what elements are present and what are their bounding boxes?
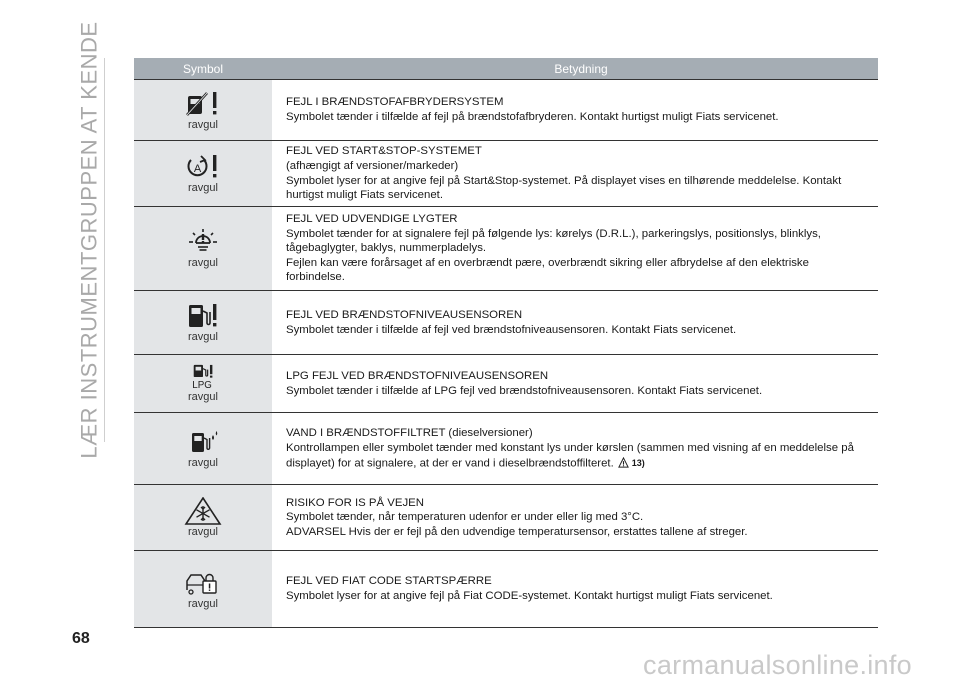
row-text: Fejlen kan være forårsaget af en overbrændt pære, overbrændt sikring eller afbrydelse af den elektriske forbindelse. <box>286 256 809 284</box>
table-header <box>134 58 878 80</box>
row-text <box>286 441 870 471</box>
warning-triangle-icon <box>618 457 629 468</box>
row-text: (afhængigt af versioner/markeder) <box>286 159 459 172</box>
row-title: FEJL VED UDVENDIGE LYGTER <box>286 213 458 226</box>
start-stop-fault-icon <box>184 153 222 181</box>
row-text: Symbolet tænder, når temperaturen udenfor er under eller lig med 3°C. <box>286 511 644 524</box>
symbol-cell <box>134 80 272 140</box>
watermark: carmanualsonline.info <box>643 650 912 680</box>
table-row <box>134 551 878 628</box>
description-cell <box>272 485 878 550</box>
row-title: VAND I BRÆNDSTOFFILTRET (dieselversioner) <box>286 427 533 440</box>
symbol-cell <box>134 291 272 354</box>
color-label: ravgul <box>188 182 218 194</box>
color-label: ravgul <box>188 457 218 469</box>
description-cell <box>272 141 878 206</box>
color-label: ravgul <box>188 331 218 343</box>
svg-text:A: A <box>193 163 202 175</box>
symbol-cell <box>134 485 272 550</box>
row-text: Symbolet lyser for at angive fejl på Fiat CODE-systemet. Kontakt hurtigst muligt Fiats servicenet. <box>286 590 773 602</box>
ignition-switch-fault-icon <box>184 90 222 118</box>
symbol-cell <box>134 413 272 484</box>
description-cell <box>272 207 878 290</box>
note-reference-label: 13) <box>631 457 645 468</box>
color-label: ravgul <box>188 597 218 610</box>
color-label: ravgul <box>188 391 218 403</box>
symbol-cell <box>134 141 272 206</box>
description-cell <box>272 80 878 140</box>
table-row <box>134 141 878 207</box>
table-row <box>134 485 878 551</box>
row-title: FEJL VED BRÆNDSTOFNIVEAUSENSOREN <box>286 308 523 321</box>
description-cell <box>272 413 878 484</box>
color-label: ravgul <box>188 257 218 269</box>
row-title: FEJL VED FIAT CODE STARTSPÆRRE <box>286 575 492 588</box>
row-title: FEJL I BRÆNDSTOFAFBRYDERSYSTEM <box>286 96 504 109</box>
row-title: RISIKO FOR IS PÅ VEJEN <box>286 496 424 509</box>
water-in-diesel-filter-icon <box>184 428 222 456</box>
color-label: ravgul <box>188 526 218 538</box>
symbol-cell <box>134 355 272 412</box>
header-symbol: Symbol <box>182 61 223 76</box>
row-text: Symbolet tænder i tilfælde af LPG fejl ved brændstofniveausensoren. Kontakt Fiats servicenet. <box>286 384 763 397</box>
symbol-cell <box>134 551 272 627</box>
table-row <box>134 80 878 141</box>
header-meaning: Betydning <box>554 61 608 76</box>
description-cell <box>272 551 878 627</box>
table-row <box>134 207 878 291</box>
table-row <box>134 355 878 413</box>
row-text: ADVARSEL Hvis der er fejl på den udvendige temperatursensor, erstattes tallene af streger. <box>286 525 748 538</box>
symbol-cell <box>134 207 272 290</box>
row-title: FEJL VED START&STOP-SYSTEMET <box>286 145 482 158</box>
table-row <box>134 413 878 485</box>
row-text-content: Kontrollampen eller symbolet tænder med konstant lys under kørslen (sammen med visning af en meddelelse på displayet) for at signalere, at der er vand i dieselbrændstoffilteret. <box>286 442 854 469</box>
row-text: Symbolet tænder i tilfælde af fejl ved brændstofniveausensoren. Kontakt Fiats servicenet. <box>286 323 737 336</box>
icy-road-snowflake-icon <box>184 497 222 525</box>
exterior-light-fault-icon <box>184 228 222 256</box>
row-text: Symbolet lyser for at angive fejl på Start&Stop-systemet. På displayet vises en tilhørende meddelelse. Kontakt hurtigst muligt Fiats servicenet. <box>286 174 842 202</box>
fuel-level-sensor-fault-icon <box>184 302 222 330</box>
color-label: ravgul <box>188 118 218 131</box>
row-text: Symbolet tænder i tilfælde af fejl på brændstofafbryderen. Kontakt hurtigst muligt Fiats servicenet. <box>286 111 779 123</box>
side-section-title: LÆR INSTRUMENTGRUPPEN AT KENDE <box>77 21 103 459</box>
page-number: 68 <box>72 630 90 647</box>
side-divider <box>104 58 105 442</box>
table-row <box>134 291 878 355</box>
description-cell <box>272 291 878 354</box>
row-text: Symbolet tænder for at signalere fejl på følgende lys: kørelys (D.R.L.), parkeringslys, positionslys, blinklys, tågebaglygter, baklys, nummerpladelys. <box>286 227 821 255</box>
description-cell <box>272 355 878 412</box>
fiat-code-immobilizer-fault-icon <box>184 569 222 597</box>
row-title: LPG FEJL VED BRÆNDSTOFNIVEAUSENSOREN <box>286 369 549 382</box>
note-reference[interactable] <box>618 456 645 471</box>
lpg-icon-text: LPG <box>192 380 212 390</box>
lpg-level-sensor-fault-icon <box>184 364 222 390</box>
symbol-table <box>134 58 878 628</box>
